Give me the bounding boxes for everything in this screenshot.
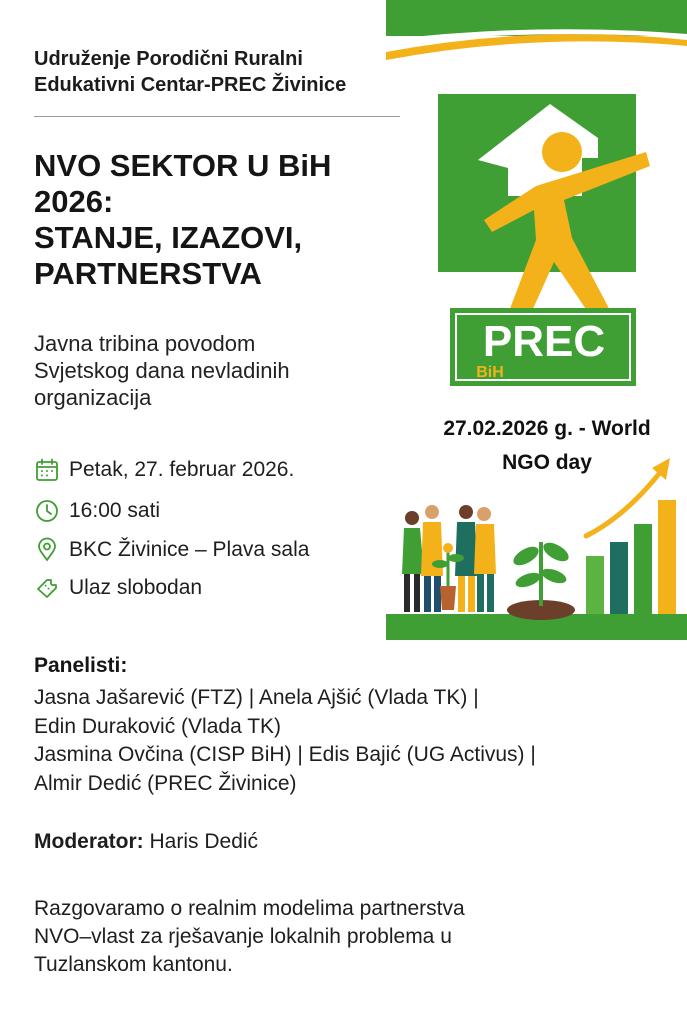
description-line-2: NVO–vlast za rješavanje lokalnih problema u: [34, 925, 452, 948]
community-growth-illustration: [386, 456, 687, 640]
world-ngo-day-line-1: 27.02.2026 g. - World: [443, 417, 651, 440]
title-line-3: STANJE, IZAZOVI,: [34, 220, 303, 255]
growth-chart-icon: [586, 458, 676, 614]
panelists-line: Jasmina Ovčina (CISP BiH) | Edis Bajić (UG Activus) |: [34, 743, 536, 766]
event-subtitle: [34, 330, 364, 411]
description-line-1: Razgovaramo o realnim modelima partnerstva: [34, 897, 465, 920]
panelists-line: Jasna Jašarević (FTZ) | Anela Ajšić (Vlada TK) |: [34, 686, 479, 709]
subtitle-line-2: Svjetskog dana nevladinih: [34, 358, 290, 383]
event-location: BKC Živinice – Plava sala: [69, 538, 310, 561]
logo-text-main: PREC: [482, 317, 606, 366]
panelists-line: Edin Duraković (Vlada TK): [34, 714, 282, 738]
event-time: 16:00 sati: [69, 499, 161, 522]
panelists-heading: Panelisti:: [34, 654, 128, 677]
moderator-label: Moderator:: [34, 830, 144, 853]
subtitle-line-3: organizacija: [34, 385, 152, 410]
header-divider: [34, 116, 400, 117]
organization-line-2: Edukativni Centar-PREC Živinice: [34, 74, 347, 96]
event-date: Petak, 27. februar 2026.: [69, 458, 295, 481]
event-entry: Ulaz slobodan: [69, 576, 203, 599]
organization-name: [34, 46, 414, 98]
event-date-row: [34, 455, 374, 485]
panelists-line: Almir Dedić (PREC Živinice): [34, 771, 297, 795]
title-line-4: PARTNERSTVA: [34, 256, 262, 291]
event-entry-row: [34, 573, 374, 603]
title-line-2: 2026:: [34, 184, 114, 219]
sprout-icon: [507, 539, 575, 620]
logo-text-sub: BiH: [476, 364, 504, 381]
prec-logo: [386, 0, 687, 400]
event-title: [34, 148, 394, 292]
moderator: [34, 830, 258, 854]
moderator-name: Haris Dedić: [149, 830, 259, 853]
clock-icon: [34, 498, 60, 524]
world-ngo-day-line-2: NGO day: [502, 451, 592, 474]
event-time-row: [34, 496, 374, 526]
description-line-3: Tuzlanskom kantonu.: [34, 953, 233, 976]
organization-line-1: Udruženje Porodični Ruralni: [34, 48, 303, 70]
ticket-icon: [34, 575, 60, 601]
title-line-1: NVO SEKTOR U BiH: [34, 148, 332, 183]
calendar-icon: [34, 457, 60, 483]
event-description: [34, 895, 634, 979]
subtitle-line-1: Javna tribina povodom: [34, 331, 256, 356]
panelists-list: [34, 684, 674, 798]
map-pin-icon: [34, 537, 60, 563]
event-location-row: [34, 535, 374, 565]
people-group-icon: [402, 505, 496, 612]
